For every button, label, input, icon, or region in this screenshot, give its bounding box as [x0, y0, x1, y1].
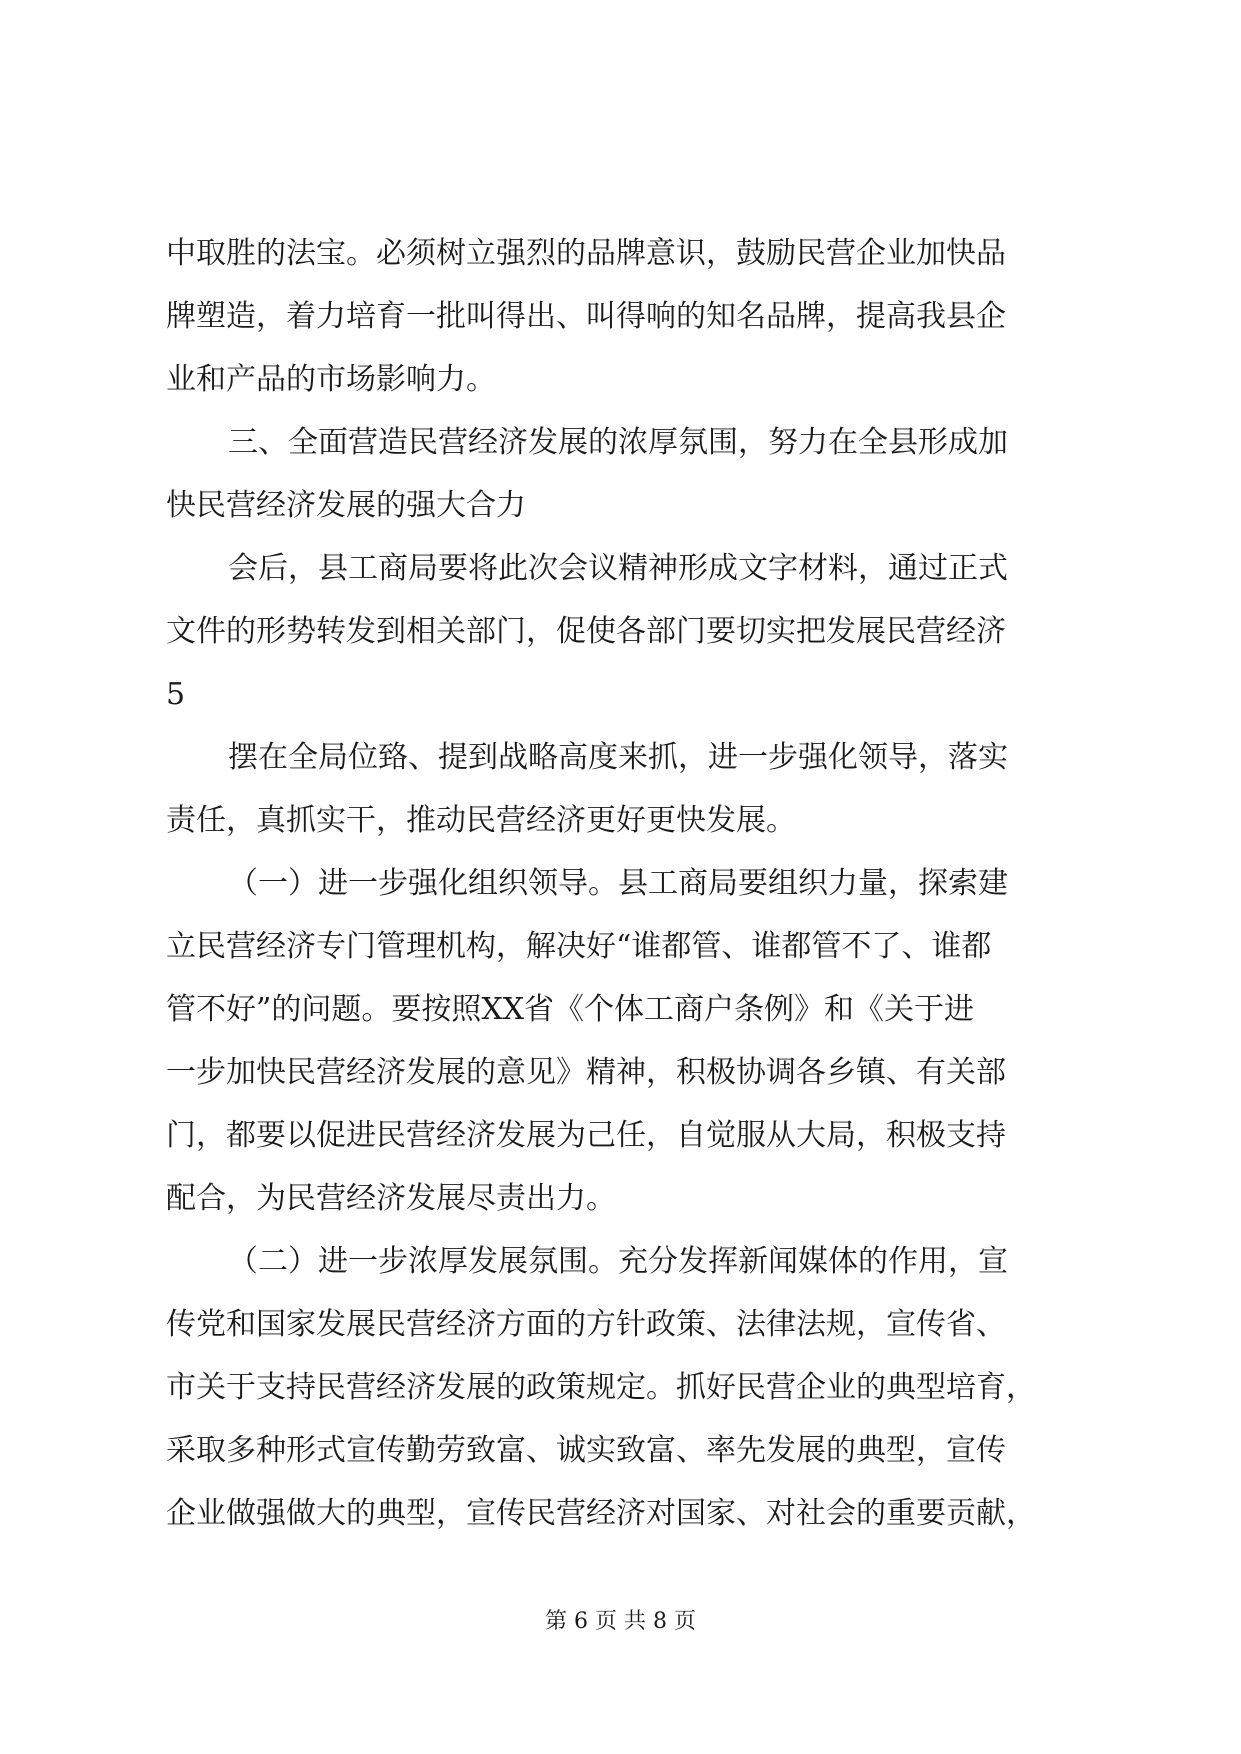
inline-page-number: 5 — [166, 677, 186, 712]
text-line: （一）进一步强化组织领导。县工商局要组织力量，探索建 — [228, 866, 1008, 901]
section-heading-line: 快民营经济发展的强大合力 — [166, 488, 526, 523]
text-line: 立民营经济专门管理机构，解决好“谁都管、谁都管不了、谁都 — [166, 929, 992, 964]
text-line: 门，都要以促进民营经济发展为己任，自觉服从大局，积极支持 — [166, 1118, 1006, 1153]
section-heading-line: 三、全面营造民营经济发展的浓厚氛围，努力在全县形成加 — [228, 425, 1008, 460]
text-line: 业和产品的市场影响力。 — [166, 362, 496, 397]
text-line: 企业做强做大的典型，宣传民营经济对国家、对社会的重要贡献， — [166, 1496, 1036, 1531]
text-line: 一步加快民营经济发展的意见》精神，积极协调各乡镇、有关部 — [166, 1055, 1006, 1090]
text-line: 管不好”的问题。要按照XX省《个体工商户条例》和《关于进 — [166, 992, 975, 1027]
text-line: 中取胜的法宝。必须树立强烈的品牌意识，鼓励民营企业加快品 — [166, 236, 1006, 271]
text-line: 市关于支持民营经济发展的政策规定。抓好民营企业的典型培育， — [166, 1370, 1036, 1405]
text-line: 摆在全局位臵、提到战略高度来抓，进一步强化领导，落实 — [228, 740, 1008, 775]
text-line: 配合，为民营经济发展尽责出力。 — [166, 1181, 616, 1216]
text-line: 文件的形势转发到相关部门，促使各部门要切实把发展民营经济 — [166, 614, 1006, 649]
text-line: 会后，县工商局要将此次会议精神形成文字材料，通过正式 — [228, 551, 1008, 586]
text-line: 牌塑造，着力培育一批叫得出、叫得响的知名品牌，提高我县企 — [166, 299, 1006, 334]
text-line: 传党和国家发展民营经济方面的方针政策、法律法规，宣传省、 — [166, 1307, 1006, 1342]
text-line: 责任，真抓实干，推动民营经济更好更快发展。 — [166, 803, 796, 838]
document-body — [166, 222, 1076, 1545]
text-line: 采取多种形式宣传勤劳致富、诚实致富、率先发展的典型，宣传 — [166, 1433, 1006, 1468]
text-line: （二）进一步浓厚发展氛围。充分发挥新闻媒体的作用，宣 — [228, 1244, 1008, 1279]
page-footer: 第 6 页 共 8 页 — [545, 1609, 696, 1634]
